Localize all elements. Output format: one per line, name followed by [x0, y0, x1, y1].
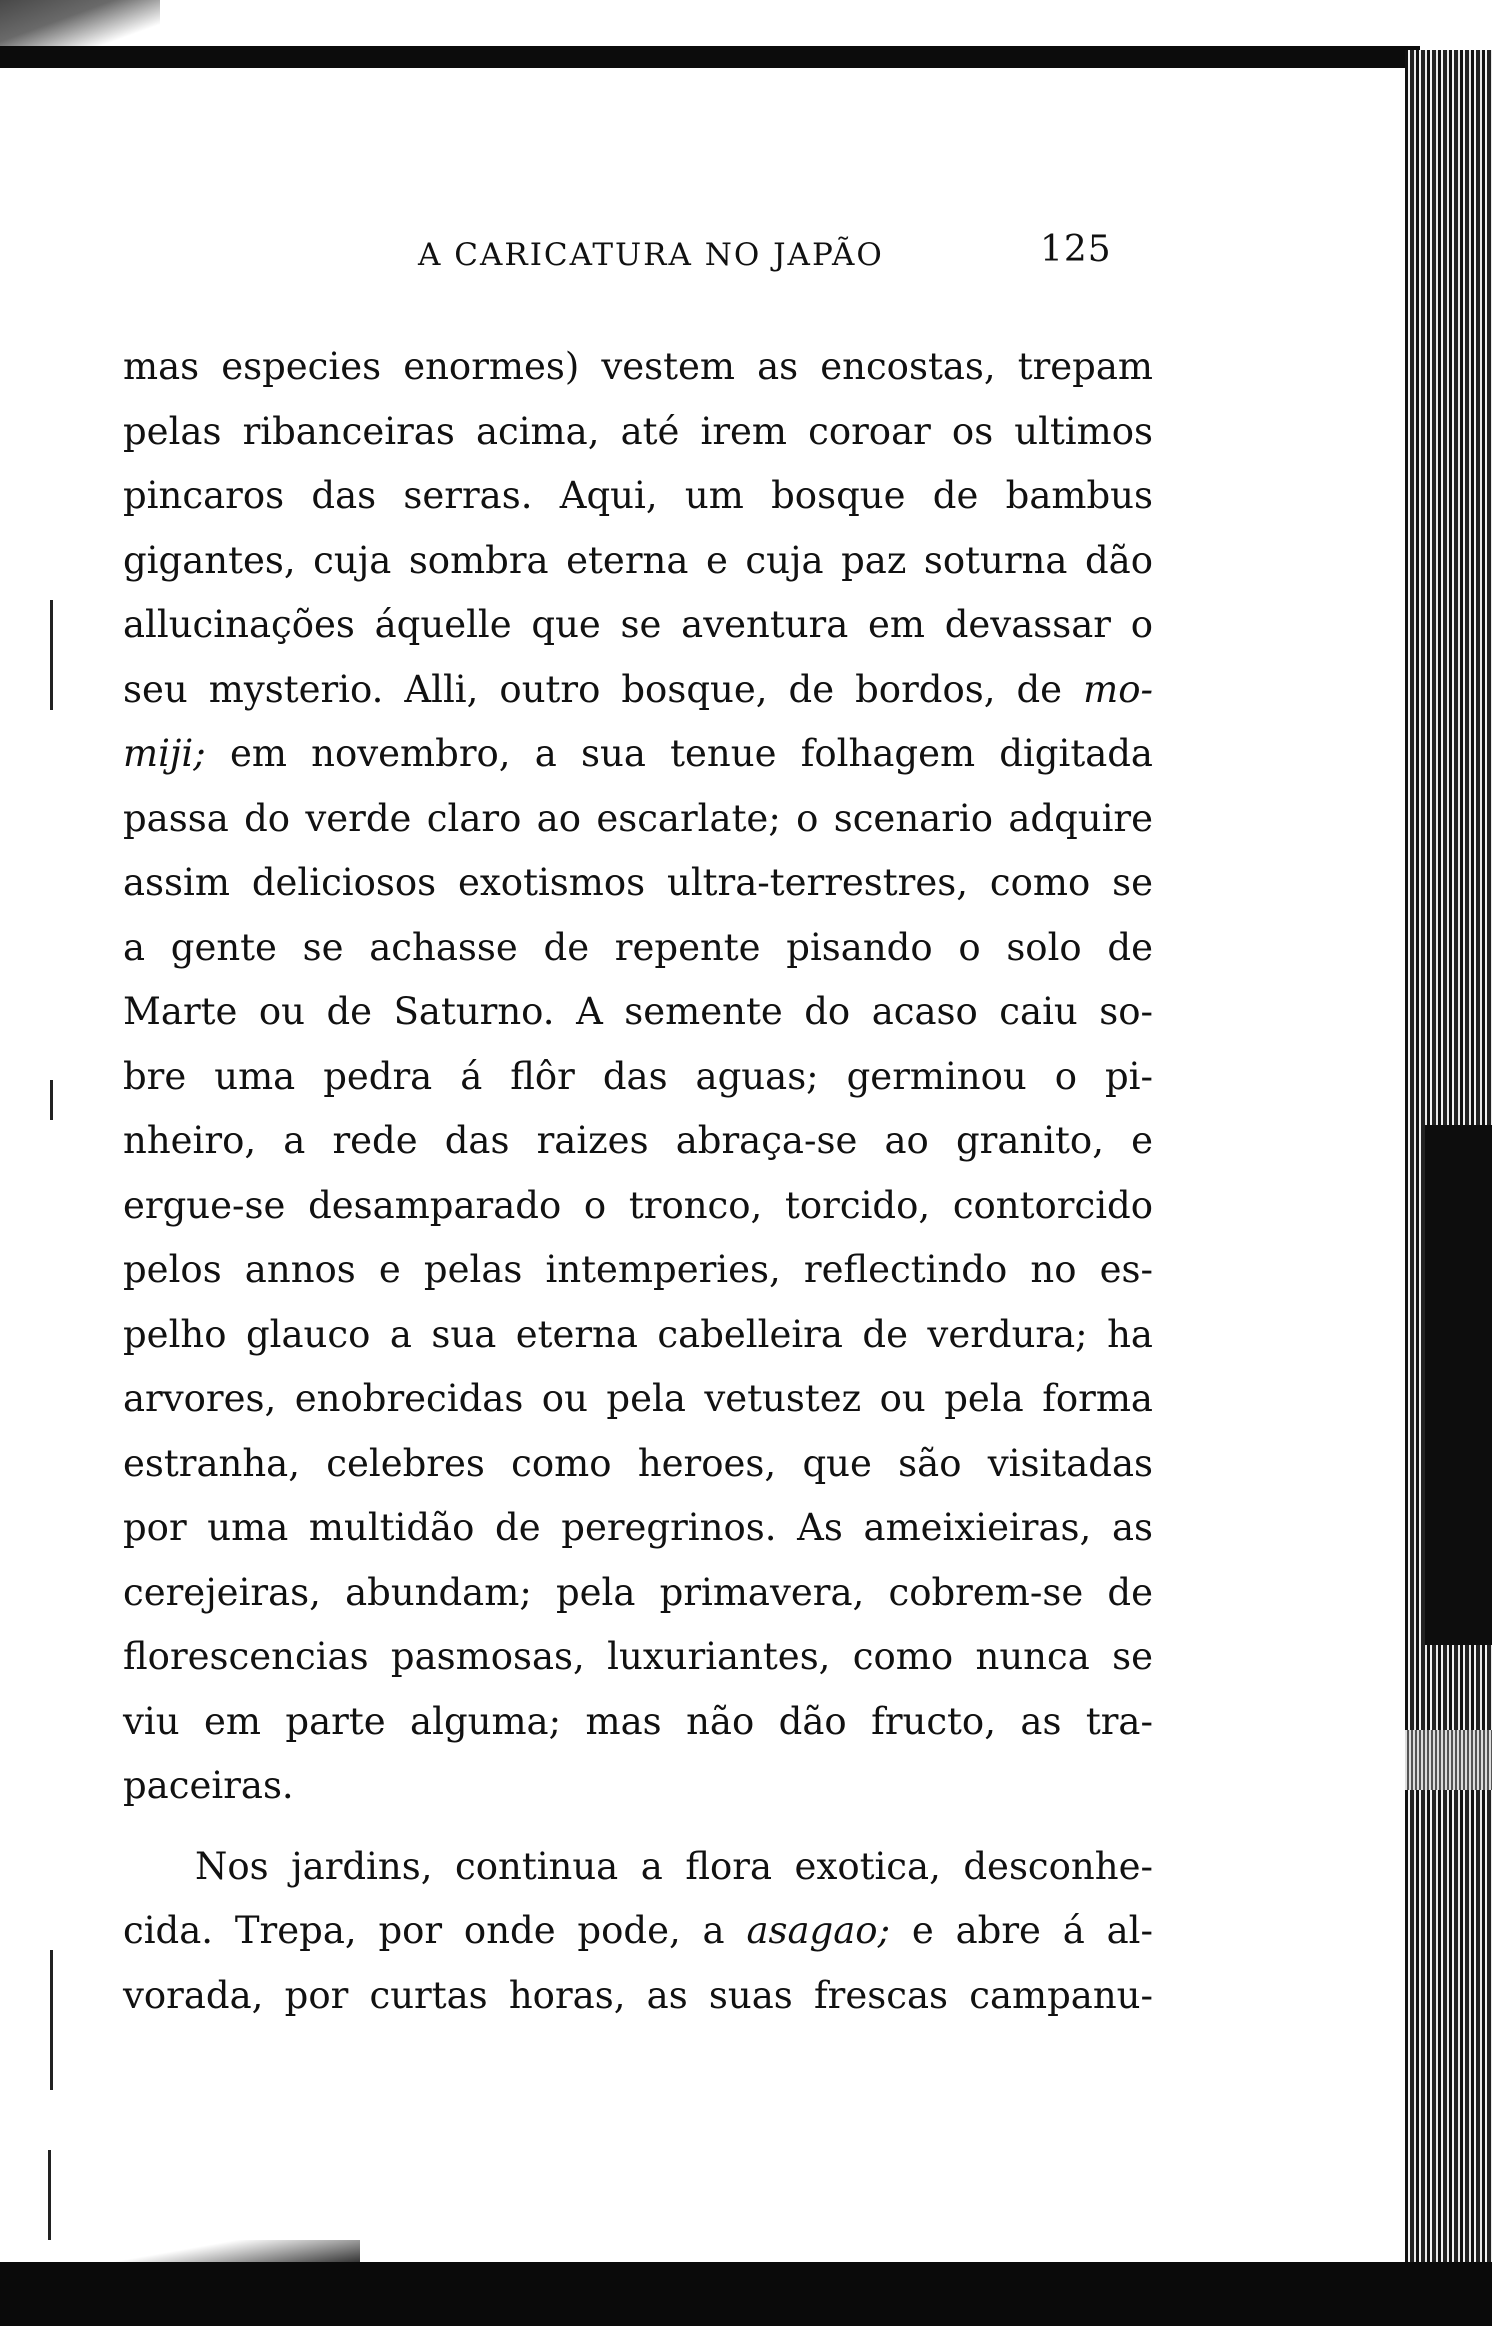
book-page-edge-shadow — [1425, 1125, 1492, 1645]
italic-term: asagao; — [746, 1909, 891, 1952]
text-run: e abre á al- — [911, 1909, 1154, 1952]
text-line: Marte ou de Saturno. A semente do acaso caiu so- — [123, 990, 1153, 1033]
text-line: pelho glauco a sua eterna cabelleira de verdura; ha — [123, 1312, 1153, 1356]
italic-term: mo- — [1083, 667, 1153, 711]
margin-speck — [50, 1950, 53, 2090]
margin-speck — [48, 2150, 51, 2240]
text-line: paceiras. — [123, 1764, 294, 1807]
text-line: bre uma pedra á flôr das aguas; germinou o pi- — [123, 1054, 1153, 1098]
text-line: assim deliciosos exotismos ultra-terrestres, como se — [123, 861, 1153, 904]
text-line — [123, 658, 1153, 723]
book-page-edge-highlight — [1405, 1730, 1492, 1790]
text-line: pelas ribanceiras acima, até irem coroar os ultimos — [123, 409, 1153, 453]
text-run: seu mysterio. Alli, outro bosque, de bordos, de — [123, 667, 1063, 711]
scan-top-edge — [0, 46, 1420, 68]
text-line — [123, 1899, 1153, 1964]
text-line: allucinações áquelle que se aventura em devassar o — [123, 603, 1153, 646]
italic-term: miji; — [123, 732, 206, 775]
running-title: A CARICATURA NO JAPÃO — [418, 237, 884, 273]
text-line: pelos annos e pelas intemperies, reflectindo no es- — [123, 1248, 1153, 1291]
paragraph-gap — [123, 1819, 1153, 1835]
text-run: cida. Trepa, por onde pode, a — [123, 1909, 725, 1952]
text-line: viu em parte alguma; mas não dão fructo, as tra- — [123, 1699, 1153, 1743]
margin-speck — [50, 600, 53, 710]
text-line: passa do verde claro ao escarlate; o scenario adquire — [123, 796, 1153, 840]
text-line: ergue-se desamparado o tronco, torcido, contorcido — [123, 1183, 1153, 1227]
text-line: estranha, celebres como heroes, que são visitadas — [123, 1441, 1153, 1485]
text-line: por uma multidão de peregrinos. As ameixieiras, as — [123, 1506, 1153, 1549]
text-line: florescencias pasmosas, luxuriantes, como nunca se — [123, 1635, 1153, 1678]
page-header — [418, 229, 1158, 287]
text-line: mas especies enormes) vestem as encostas, trepam — [123, 345, 1153, 388]
text-line — [123, 722, 1153, 787]
margin-speck — [50, 1080, 53, 1120]
text-line: arvores, enobrecidas ou pela vetustez ou pela forma — [123, 1377, 1153, 1420]
text-line: vorada, por curtas horas, as suas frescas campanu- — [123, 1973, 1153, 2017]
body-text — [123, 335, 1153, 2028]
scan-bottom-edge — [0, 2262, 1492, 2326]
text-run: em novembro, a sua tenue folhagem digitada — [229, 732, 1153, 775]
text-line: a gente se achasse de repente pisando o solo de — [123, 925, 1153, 969]
text-line: Nos jardins, continua a flora exotica, desconhe- — [195, 1844, 1153, 1888]
text-line: cerejeiras, abundam; pela primavera, cobrem-se de — [123, 1570, 1153, 1614]
page-number: 125 — [1040, 229, 1112, 270]
text-line: gigantes, cuja sombra eterna e cuja paz soturna dão — [123, 538, 1153, 582]
text-line: nheiro, a rede das raizes abraça-se ao granito, e — [123, 1119, 1153, 1162]
text-line: pincaros das serras. Aqui, um bosque de bambus — [123, 474, 1153, 517]
